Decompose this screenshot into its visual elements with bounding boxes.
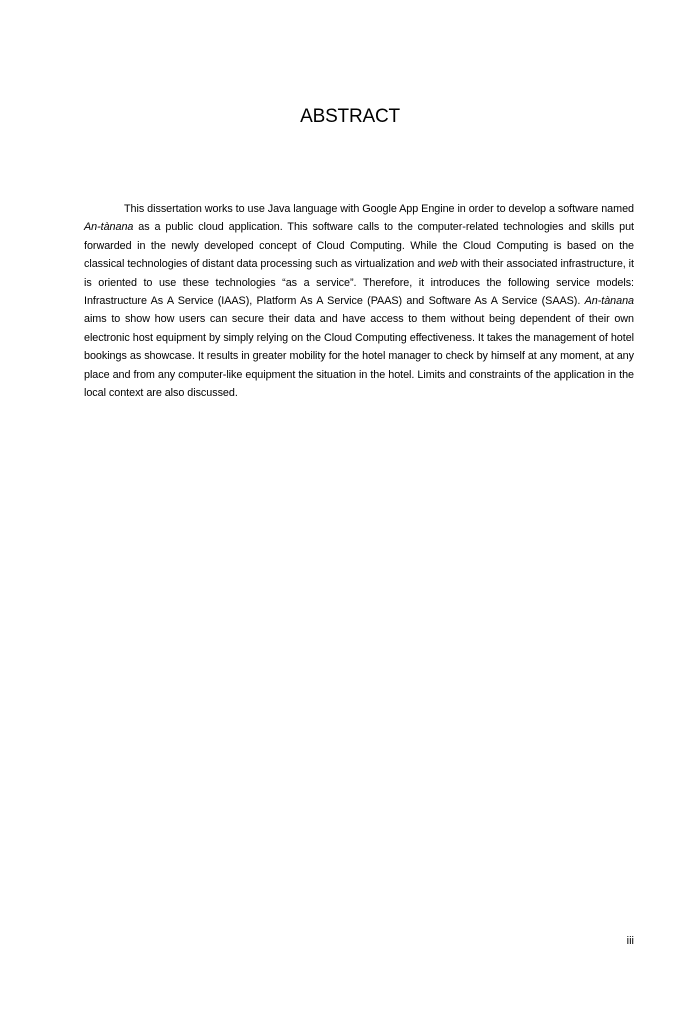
abstract-paragraph [84, 200, 634, 402]
abstract-title: ABSTRACT [300, 106, 400, 127]
page-number: iii [626, 935, 634, 947]
abstract-text-part-4: aims to show how users can secure their data and have access to them without being dependent of their own electronic host equipment by simply relying on the Cloud Computing effectiveness. It takes the management of hotel bookings as showcase. It results in greater mobility for the hotel manager to check by himself at any moment, at any place and from any computer-like equipment the situation in the hotel. Limits and constraints of the application in the local context are also discussed. [84, 313, 634, 400]
app-name-italic-2: An-tànana [584, 295, 634, 308]
abstract-text-part-2: as a public cloud application. This software calls to the computer-related technologies and skills put forwarded in the newly developed concept of Cloud Computing. While the Cloud Computing is based on the classical technologies of distant data processing such as virtualization and [84, 221, 634, 271]
abstract-text-part-1: This dissertation works to use Java language with Google App Engine in order to develop a software named [124, 203, 634, 215]
abstract-text-part-3: with their associated infrastructure, it is oriented to use these technologies “as a service”. Therefore, it introduces the following service models: Infrastructure As A Service (IAAS), Platform As A Service (PAAS) and Software As A Service (SAAS). [84, 258, 634, 308]
app-name-italic-1: An-tànana [84, 221, 134, 234]
web-term-italic: web [438, 258, 458, 271]
